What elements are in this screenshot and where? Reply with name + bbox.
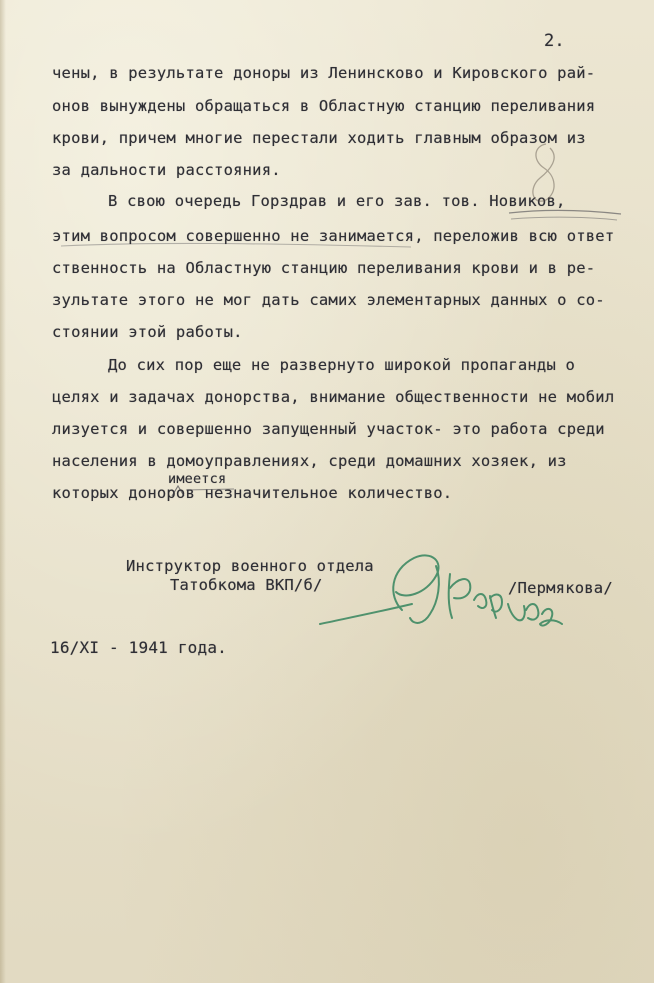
body-line: онов вынуждены обращаться в Областную станцию переливания xyxy=(52,97,596,115)
body-line: До сих пор еще не развернуто широкой пропаганды о xyxy=(108,356,576,374)
body-line: лизуется и совершенно запущенный участок- это работа среди xyxy=(52,420,605,438)
body-line: за дальности расстояния. xyxy=(52,161,281,179)
body-line: которых доноров незначительное количество. xyxy=(52,484,453,502)
signature-name: /Пермякова/ xyxy=(508,579,613,597)
inserted-word: имеется xyxy=(168,471,227,487)
body-line: населения в домоуправлениях, среди домашних хозяек, из xyxy=(52,452,567,470)
paper-edge-shadow xyxy=(0,0,6,983)
signature-position-line1: Инструктор военного отдела xyxy=(126,557,374,575)
body-line: крови, причем многие перестали ходить главным образом из xyxy=(52,129,586,147)
body-line: В свою очередь Горздрав и его зав. тов. Новиков, xyxy=(108,192,566,210)
body-line: целях и задачах донорства, внимание общественности не мобил xyxy=(52,388,615,406)
body-line: стоянии этой работы. xyxy=(52,323,243,341)
page-number: 2. xyxy=(544,31,565,51)
body-line: этим вопросом совершенно не занимается, переложив всю ответ xyxy=(52,227,615,245)
body-line: ственность на Областную станцию переливания крови и в ре- xyxy=(52,259,596,277)
signature-position-line2: Татобкома ВКП/б/ xyxy=(170,576,323,594)
document-date: 16/XI - 1941 года. xyxy=(50,638,227,657)
body-line: чены, в результате доноры из Ленинсково и Кировского рай- xyxy=(52,64,596,82)
body-line: зультате этого не мог дать самих элементарных данных о со- xyxy=(52,291,605,309)
